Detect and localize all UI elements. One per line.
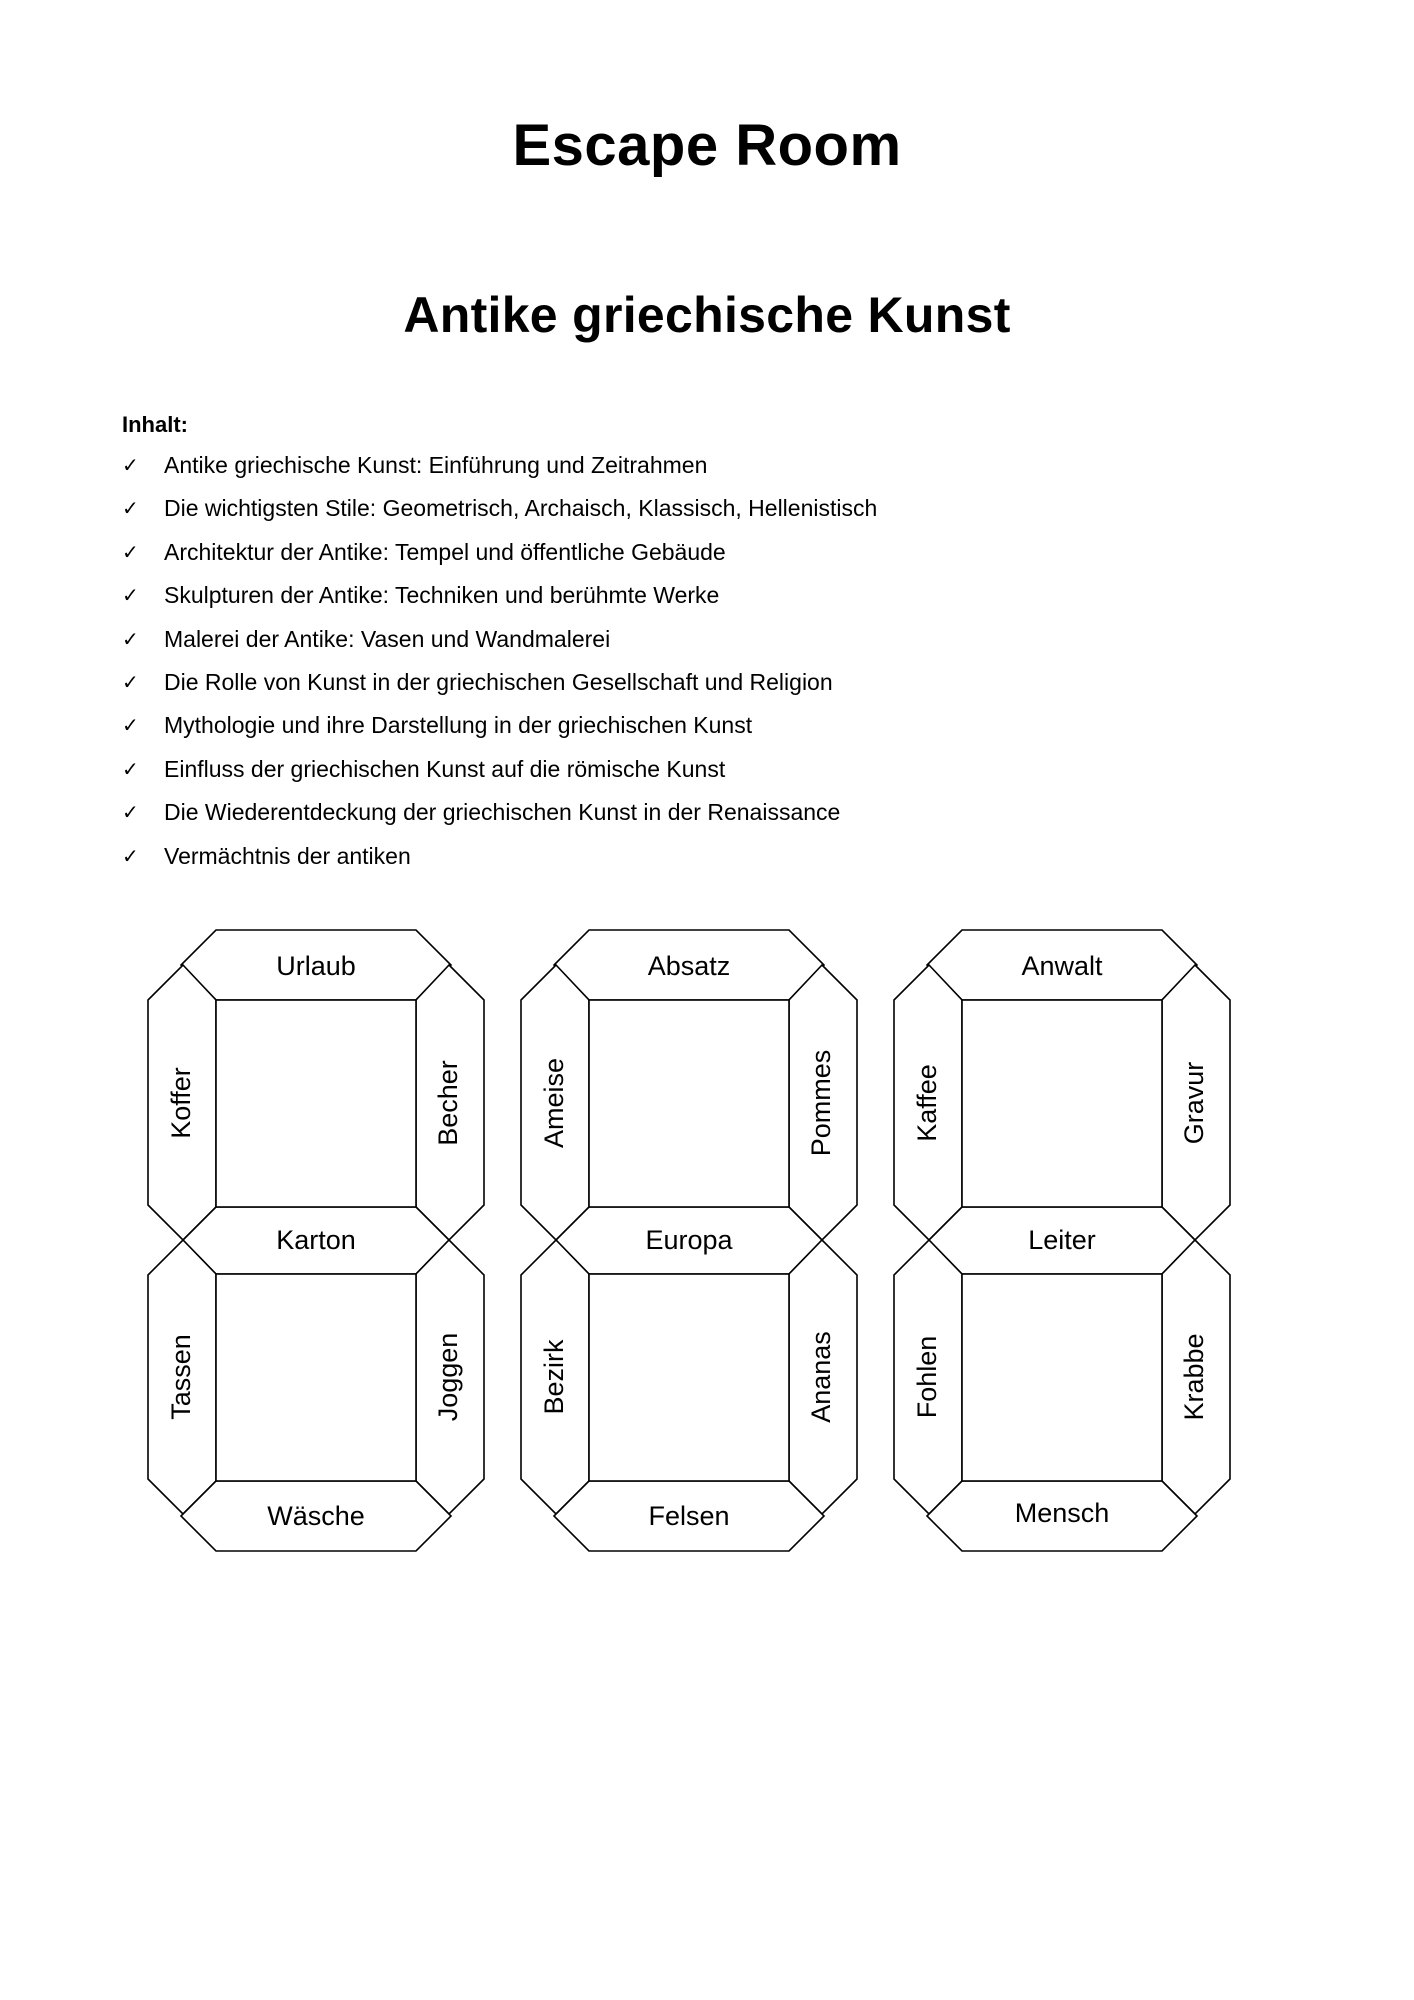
checkmark-icon: ✓ (122, 626, 139, 651)
checkmark-icon: ✓ (122, 713, 139, 738)
checkmark-icon: ✓ (122, 669, 139, 694)
checkmark-icon: ✓ (122, 756, 139, 781)
word-middle: Karton (276, 1225, 356, 1255)
word-top: Urlaub (276, 951, 356, 981)
word-bottom: Wäsche (267, 1501, 365, 1531)
word-lower-right: Joggen (433, 1332, 464, 1422)
list-item-text: Die wichtigsten Stile: Geometrisch, Archaisch, Klassisch, Hellenistisch (164, 495, 878, 522)
checkmark-icon: ✓ (122, 453, 139, 477)
checkmark-icon: ✓ (122, 496, 139, 521)
word-bottom: Felsen (648, 1501, 730, 1531)
puzzle-figure (894, 930, 1230, 1551)
checkmark-icon: ✓ (122, 583, 139, 608)
center-square (216, 1000, 416, 1207)
center-square (216, 1274, 416, 1481)
word-upper-right: Becher (433, 1060, 464, 1146)
list-item-text: Die Wiederentdeckung der griechischen Kunst in der Renaissance (164, 799, 841, 826)
list-item-text: Die Rolle von Kunst in der griechischen Gesellschaft und Religion (164, 668, 833, 695)
word-top: Anwalt (1021, 951, 1103, 981)
word-top: Absatz (647, 951, 731, 981)
center-square (589, 1274, 789, 1481)
checkmark-icon: ✓ (122, 843, 139, 868)
word-middle: Leiter (1028, 1225, 1096, 1255)
word-upper-left: Ameise (539, 1057, 570, 1149)
list-item-text: Vermächtnis der antiken (164, 842, 411, 869)
word-upper-left: Kaffee (912, 1064, 943, 1142)
contents-heading: Inhalt: (122, 412, 188, 437)
list-item-text: Antike griechische Kunst: Einführung und Zeitrahmen (164, 452, 708, 478)
list-item-text: Einfluss der griechischen Kunst auf die römische Kunst (164, 755, 726, 782)
word-lower-left: Tassen (166, 1334, 197, 1420)
word-upper-right: Gravur (1179, 1061, 1210, 1145)
list-item-text: Mythologie und ihre Darstellung in der griechischen Kunst (164, 712, 753, 739)
center-square (589, 1000, 789, 1207)
list-item-text: Malerei der Antike: Vasen und Wandmalerei (164, 625, 611, 652)
word-lower-left: Bezirk (539, 1339, 570, 1415)
word-bottom: Mensch (1014, 1498, 1110, 1528)
puzzle-figure (148, 930, 484, 1551)
page-title: Escape Room (512, 113, 902, 178)
word-lower-right: Krabbe (1179, 1333, 1210, 1421)
puzzle-figure (521, 930, 857, 1551)
checkmark-icon: ✓ (122, 539, 139, 564)
list-item-text: Skulpturen der Antike: Techniken und berühmte Werke (164, 582, 720, 609)
center-square (962, 1000, 1162, 1207)
word-upper-right: Pommes (806, 1049, 837, 1157)
center-square (962, 1274, 1162, 1481)
word-middle: Europa (645, 1225, 733, 1255)
word-upper-left: Koffer (166, 1067, 197, 1139)
list-item-text: Architektur der Antike: Tempel und öffentliche Gebäude (164, 538, 726, 565)
word-lower-left: Fohlen (912, 1335, 943, 1419)
checkmark-icon: ✓ (122, 800, 139, 825)
page-subtitle: Antike griechische Kunst (403, 287, 1011, 343)
word-lower-right: Ananas (806, 1331, 837, 1423)
